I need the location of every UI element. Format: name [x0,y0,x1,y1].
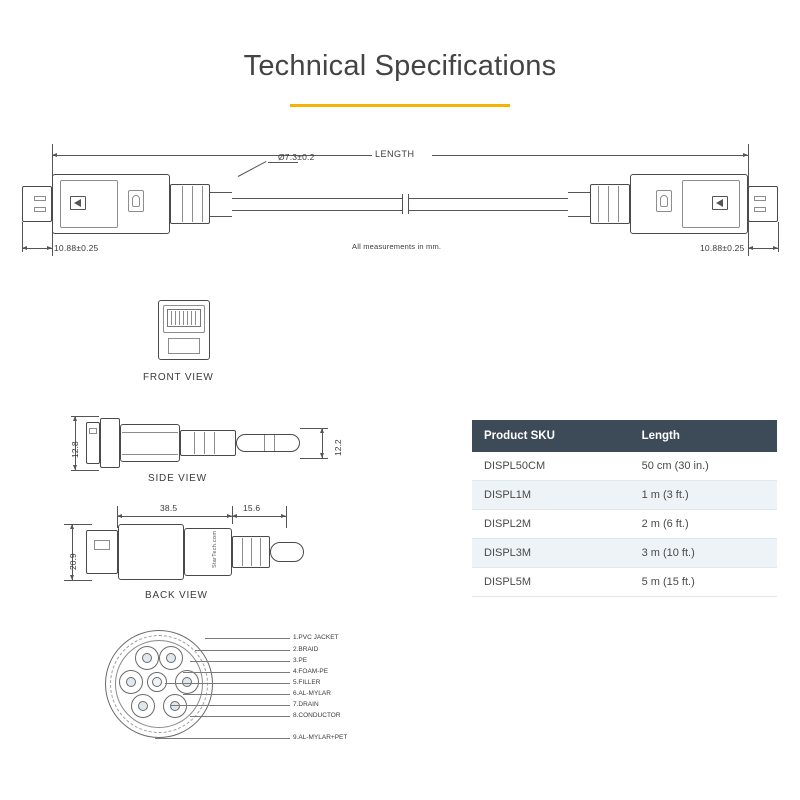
back-relief-rib-1 [242,538,243,566]
cell-length: 2 m (6 ft.) [620,510,777,539]
diameter-leader-shelf [268,162,298,163]
cs-callout-8: 8.CONDUCTOR [293,712,341,719]
left-width-arrow-b [47,246,52,250]
right-width-ext-2 [778,222,779,252]
back-relief-rib-3 [260,538,261,566]
cs-leader-9 [155,738,290,739]
right-width-arrow-b [773,246,778,250]
front-view-pin-5 [187,311,188,325]
side-hood-line-1 [122,432,178,433]
left-taper-bottom [210,216,232,217]
table-row [472,539,777,568]
displayport-logo-arrow-right [716,199,723,207]
side-strain-relief [180,430,236,456]
side-hood-front [100,418,120,468]
back-length-a-label: 38.5 [160,503,178,513]
cs-conductor-1b [166,653,176,663]
cs-callout-7: 7.DRAIN [293,701,319,708]
brand-label: StarTech.com [212,530,218,568]
cs-conductor-2a [126,677,136,687]
side-relief-rib-2 [204,432,205,454]
left-taper-top [210,192,232,193]
table-row [472,481,777,510]
back-plug-tip [86,530,118,574]
back-plug-contact [94,540,110,550]
right-relief-rib-3 [618,186,619,222]
side-cable-rib-2 [274,435,275,451]
cs-leader-1 [205,638,290,639]
cs-callout-6: 6.AL-MYLAR [293,690,331,697]
right-plug-contact-2 [754,207,766,212]
cable-cross-section-diagram [95,630,415,770]
cs-leader-3 [190,661,290,662]
cs-leader-5 [165,683,290,684]
cable-edge-top-left [232,198,402,199]
cell-sku: DISPL2M [472,510,620,539]
back-relief-rib-2 [251,538,252,566]
cell-length: 5 m (15 ft.) [620,568,777,597]
front-view-pin-3 [179,311,180,325]
side-right-arrow-bottom [320,453,324,458]
back-length-b-label: 15.6 [243,503,261,513]
diameter-leader-line [238,161,267,177]
side-plug-contact [89,428,97,434]
right-hood-inner-panel [682,180,740,228]
left-relief-rib-2 [192,186,193,222]
cs-callout-9: 9.AL-MYLAR+PET [293,734,348,741]
cs-conductor-3b [170,701,180,711]
cell-sku: DISPL5M [472,568,620,597]
cell-length: 3 m (10 ft.) [620,539,777,568]
title-underline-accent [290,104,510,107]
side-relief-rib-3 [214,432,215,454]
left-strain-relief [170,184,210,224]
cs-callout-3: 3.PE [293,657,308,664]
dim-length-line-left [52,155,372,156]
side-left-ext-top [71,416,99,417]
page-title: Technical Specifications [243,50,557,82]
left-plug-contact-1 [34,196,46,201]
table-header-row [472,420,777,452]
back-label-block [184,528,232,576]
table-header-length: Length [620,420,777,452]
front-view-pin-4 [183,311,184,325]
top-elevation-view [0,130,800,290]
back-cable [270,542,304,562]
front-view-pin-2 [175,311,176,325]
cs-conductor-3a [138,701,148,711]
table-row [472,510,777,539]
cs-callout-5: 5.FILLER [293,679,321,686]
right-relief-rib-1 [598,186,599,222]
side-left-ext-bottom [71,470,99,471]
side-relief-rib-1 [194,432,195,454]
right-width-arrow-a [748,246,753,250]
cable-break-right [408,194,409,214]
back-height-ext-top [64,524,92,525]
dim-arrow-right [743,153,748,157]
left-latch-button-inner [132,195,140,207]
side-right-ext-bottom [300,458,328,459]
cable-edge-bottom-right [408,210,568,211]
front-view-lower-detail [168,338,200,354]
right-relief-rib-2 [608,186,609,222]
side-right-arrow-top [320,428,324,433]
length-label: LENGTH [375,149,415,159]
cell-sku: DISPL1M [472,481,620,510]
back-dim-b-arrow-right [281,514,286,518]
side-left-height-label: 12.8 [70,441,80,458]
side-cable [236,434,300,452]
side-right-ext-top [300,428,328,429]
front-view-caption: FRONT VIEW [143,372,214,383]
left-hood-inner-panel [60,180,118,228]
left-width-arrow-a [22,246,27,250]
cell-sku: DISPL3M [472,539,620,568]
right-latch-button-inner [660,195,668,207]
cs-leader-7 [170,705,290,706]
cs-leader-2 [195,650,290,651]
side-view-caption: SIDE VIEW [148,473,207,484]
front-view-pin-7 [195,311,196,325]
front-view-group [0,290,460,390]
back-view-group [0,498,460,618]
cable-break-left [402,194,403,214]
back-height-arrow-top [70,524,74,529]
back-dim-a-arrow-left [117,514,122,518]
cs-drain [152,677,162,687]
left-relief-rib-1 [182,186,183,222]
cs-callout-4: 4.FOAM-PE [293,668,329,675]
back-dim-line-b [232,516,286,517]
cable-edge-bottom-left [232,210,402,211]
cs-conductor-1a [142,653,152,663]
cs-leader-8 [190,716,290,717]
left-width-label: 10.88±0.25 [54,243,99,253]
right-taper-bottom [568,216,590,217]
cell-length: 50 cm (30 in.) [620,452,777,481]
product-sku-table [472,420,777,597]
back-height-arrow-bottom [70,575,74,580]
back-view-caption: BACK VIEW [145,590,208,601]
cs-conductor-2b [182,677,192,687]
side-cable-rib-1 [264,435,265,451]
cell-length: 1 m (3 ft.) [620,481,777,510]
right-strain-relief [590,184,630,224]
displayport-logo-arrow [74,199,81,207]
left-relief-rib-3 [202,186,203,222]
side-hood-body [120,424,180,462]
side-view-group [0,408,460,508]
cell-sku: DISPL50CM [472,452,620,481]
dim-arrow-left [52,153,57,157]
table-header-sku: Product SKU [472,420,620,452]
side-hood-line-2 [122,454,178,455]
table-row [472,568,777,597]
cs-callout-2: 2.BRAID [293,646,319,653]
table-row [472,452,777,481]
back-connector-hood [118,524,184,580]
back-height-label: 20.9 [68,553,78,570]
units-note: All measurements in mm. [352,242,442,251]
left-width-ext-2 [52,234,53,252]
right-taper-top [568,192,590,193]
front-view-pin-1 [171,311,172,325]
side-right-height-label: 12.2 [333,439,343,456]
dim-length-line-right [432,155,748,156]
left-plug-tip [22,186,52,222]
back-dim-line-a [117,516,232,517]
back-height-ext-bottom [64,580,92,581]
front-view-pin-6 [191,311,192,325]
cs-callout-1: 1.PVC JACKET [293,634,339,641]
right-width-label: 10.88±0.25 [700,243,745,253]
cs-leader-6 [183,694,290,695]
right-plug-contact-1 [754,196,766,201]
right-plug-tip [748,186,778,222]
diameter-label: Ø7.3±0.2 [278,152,315,162]
cs-leader-4 [183,672,290,673]
cable-edge-top-right [408,198,568,199]
back-dim-b-arrow-left [232,514,237,518]
back-dim-ext-3 [286,506,287,528]
back-height-dim-line [72,524,73,580]
left-plug-contact-2 [34,207,46,212]
